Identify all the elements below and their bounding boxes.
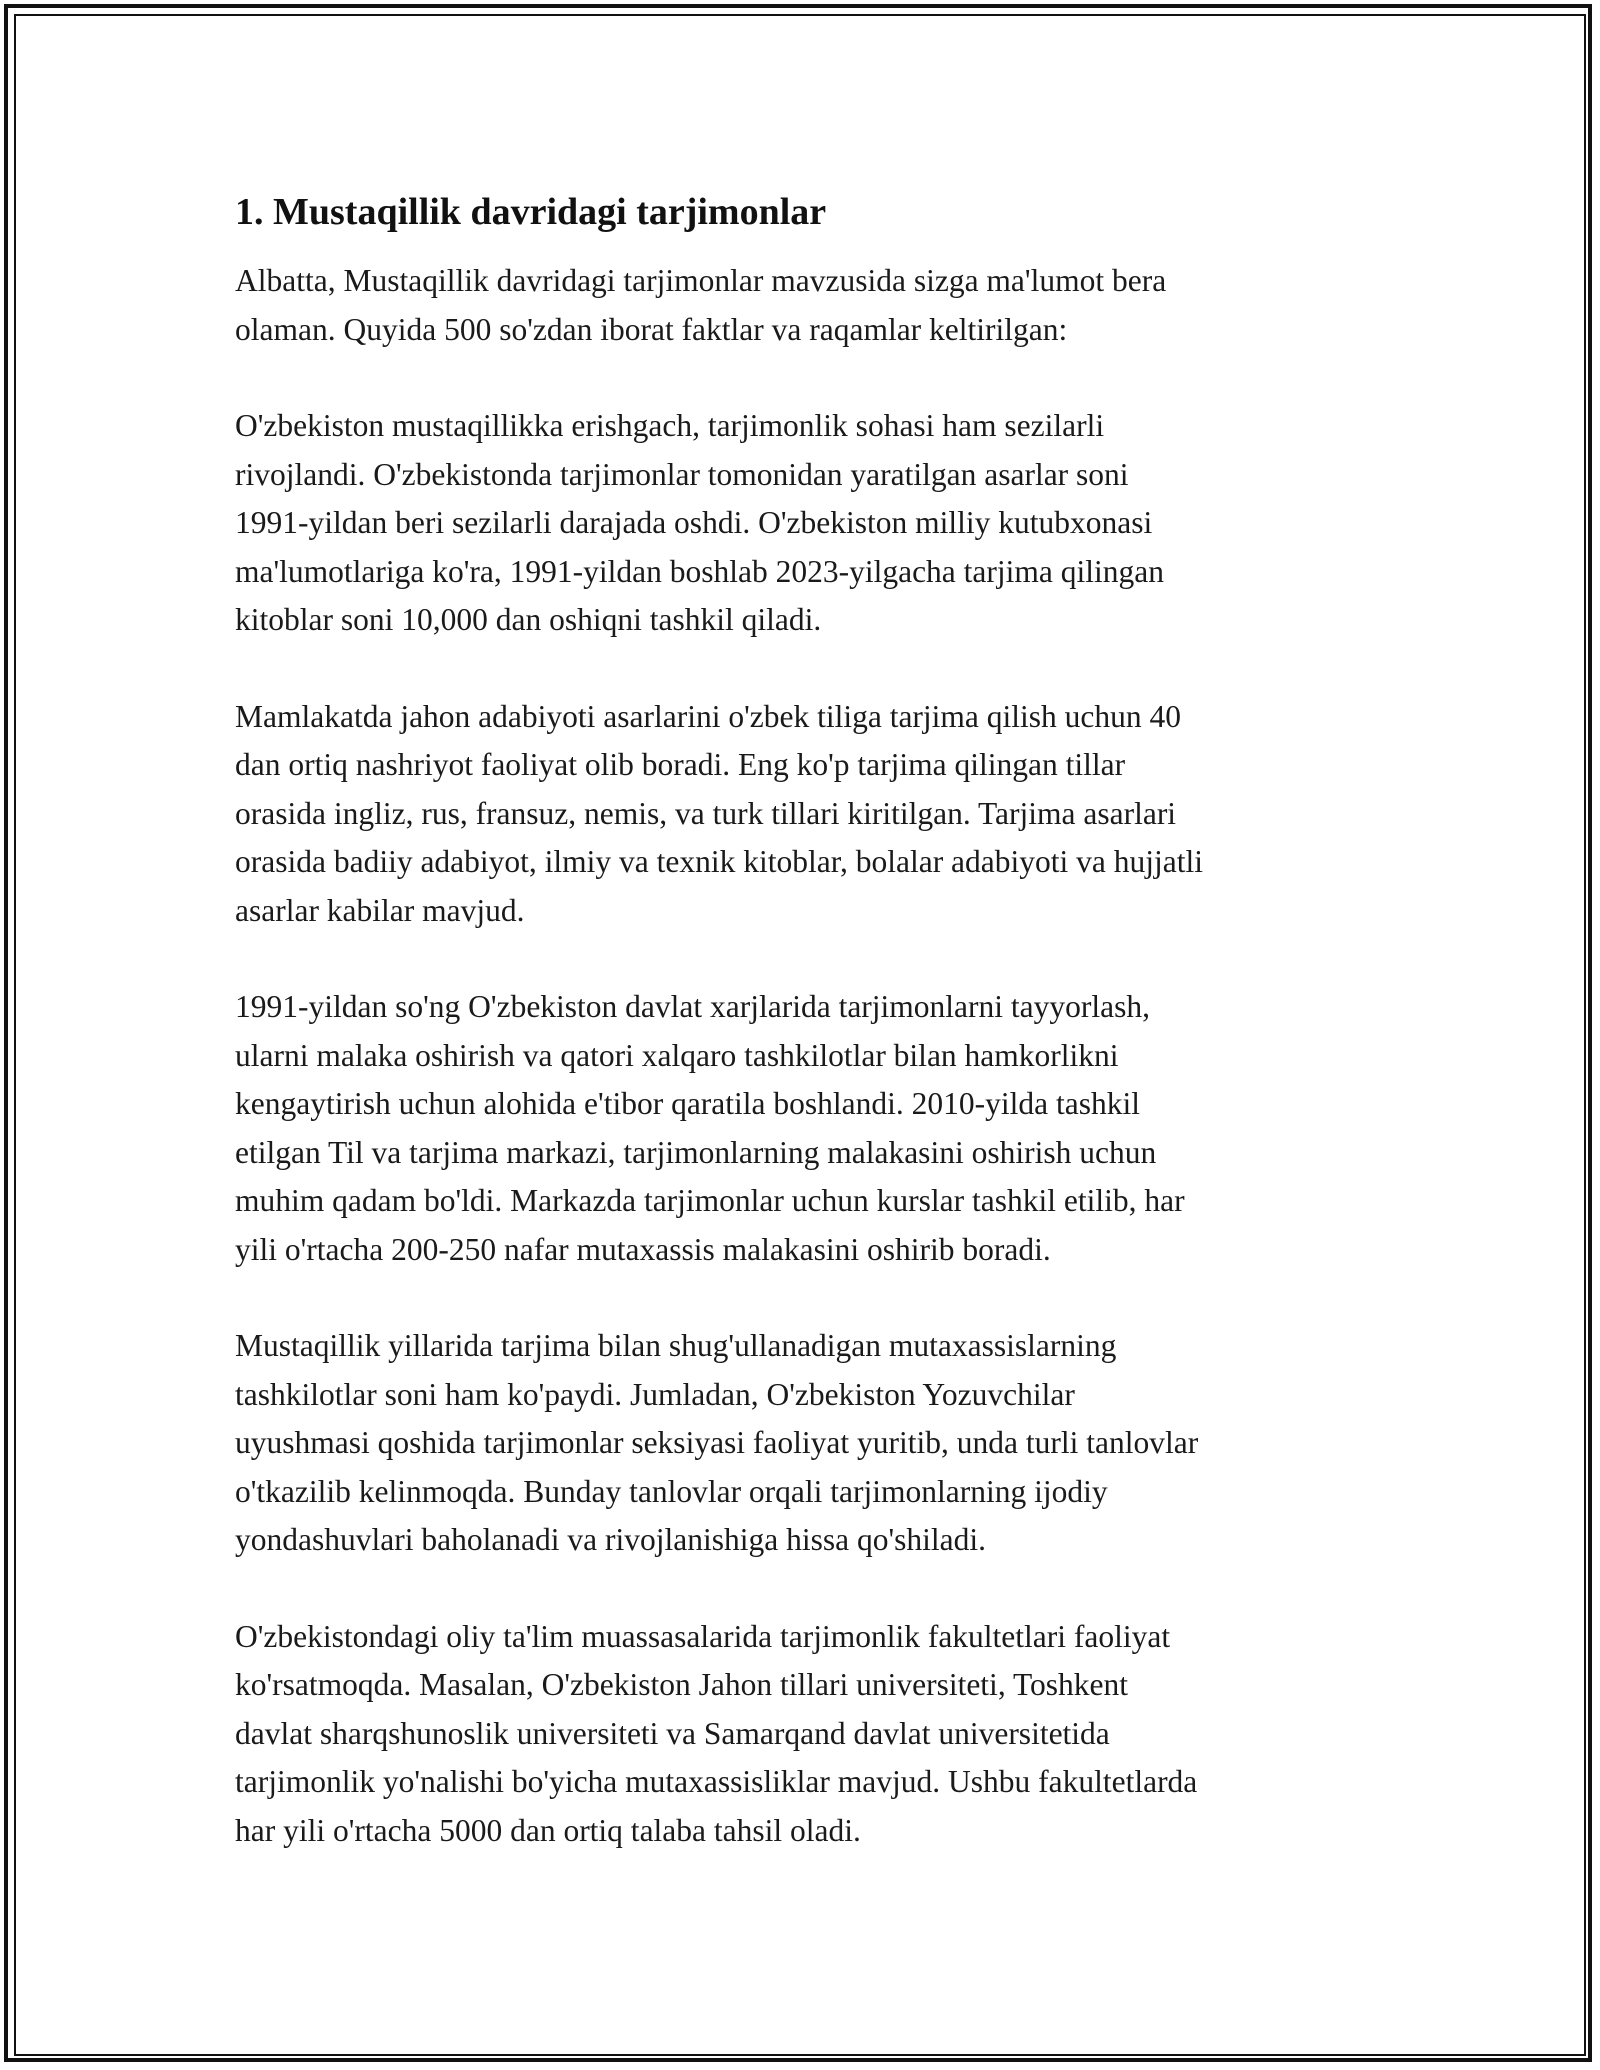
paragraph-publishers: Mamlakatda jahon adabiyoti asarlarini o'zbek tiliga tarjima qilish uchun 40 dan ortiq nashriyot faoliyat olib boradi. Eng ko'p tarjima qilingan tillar orasida ingliz, rus, fransuz, nemis, va turk tillari kiritilgan. Tarjima asarlari orasida badiiy adabiyot, ilmiy va texnik kitoblar, bolalar adabiyoti va hujjatli asarlar kabilar mavjud. [235,698,1203,928]
paragraph-organizations: Mustaqillik yillarida tarjima bilan shug'ullanadigan mutaxassislarning tashkilotlar soni ham ko'paydi. Jumladan, O'zbekiston Yozuvchilar uyushmasi qoshida tarjimonlar seksiyasi faoliyat yuritib, unda turli tanlovlar o'tkazilib kelinmoqda. Bunday tanlovlar orqali tarjimonlarning ijodiy yondashuvlari baholanadi va rivojlanishiga hissa qo'shiladi. [235,1328,1199,1557]
paragraph-intro: Albatta, Mustaqillik davridagi tarjimonlar mavzusida sizga ma'lumot bera olaman. Quyida 500 so'zdan iborat faktlar va raqamlar keltirilgan: [235,263,1167,347]
document-page [235,185,1375,1903]
paragraph-training: 1991-yildan so'ng O'zbekiston davlat xarjlarida tarjimonlarni tayyorlash, ularni malaka oshirish va qatori xalqaro tashkilotlar bilan hamkorlikni kengaytirish uchun alohida e'tibor qaratila boshlandi. 2010-yilda tashkil etilgan Til va tarjima markazi, tarjimonlarning malakasini oshirish uchun muhim qadam bo'ldi. Markazda tarjimonlar uchun kurslar tashkil etilib, har yili o'rtacha 200-250 nafar mutaxassis malakasini oshirib boradi. [235,989,1185,1267]
paragraph-universities: O'zbekistondagi oliy ta'lim muassasalarida tarjimonlik fakultetlari faoliyat ko'rsatmoqda. Masalan, O'zbekiston Jahon tillari universiteti, Toshkent davlat sharqshunoslik universiteti va Samarqand davlat universitetida tarjimonlik yo'nalishi bo'yicha mutaxassisliklar mavjud. Ushbu fakultetlarda har yili o'rtacha 5000 dan ortiq talaba tahsil oladi. [235,1618,1198,1848]
section-heading: 1. Mustaqillik davridagi tarjimonlar [235,191,827,233]
paragraph-independence-growth: O'zbekiston mustaqillikka erishgach, tarjimonlik sohasi ham sezilarli rivojlandi. O'zbekistonda tarjimonlar tomonidan yaratilgan asarlar soni 1991-yildan beri sezilarli darajada oshdi. O'zbekiston milliy kutubxonasi ma'lumotlariga ko'ra, 1991-yildan boshlab 2023-yilgacha tarjima qilingan kitoblar soni 10,000 dan oshiqni tashkil qiladi. [235,408,1164,637]
